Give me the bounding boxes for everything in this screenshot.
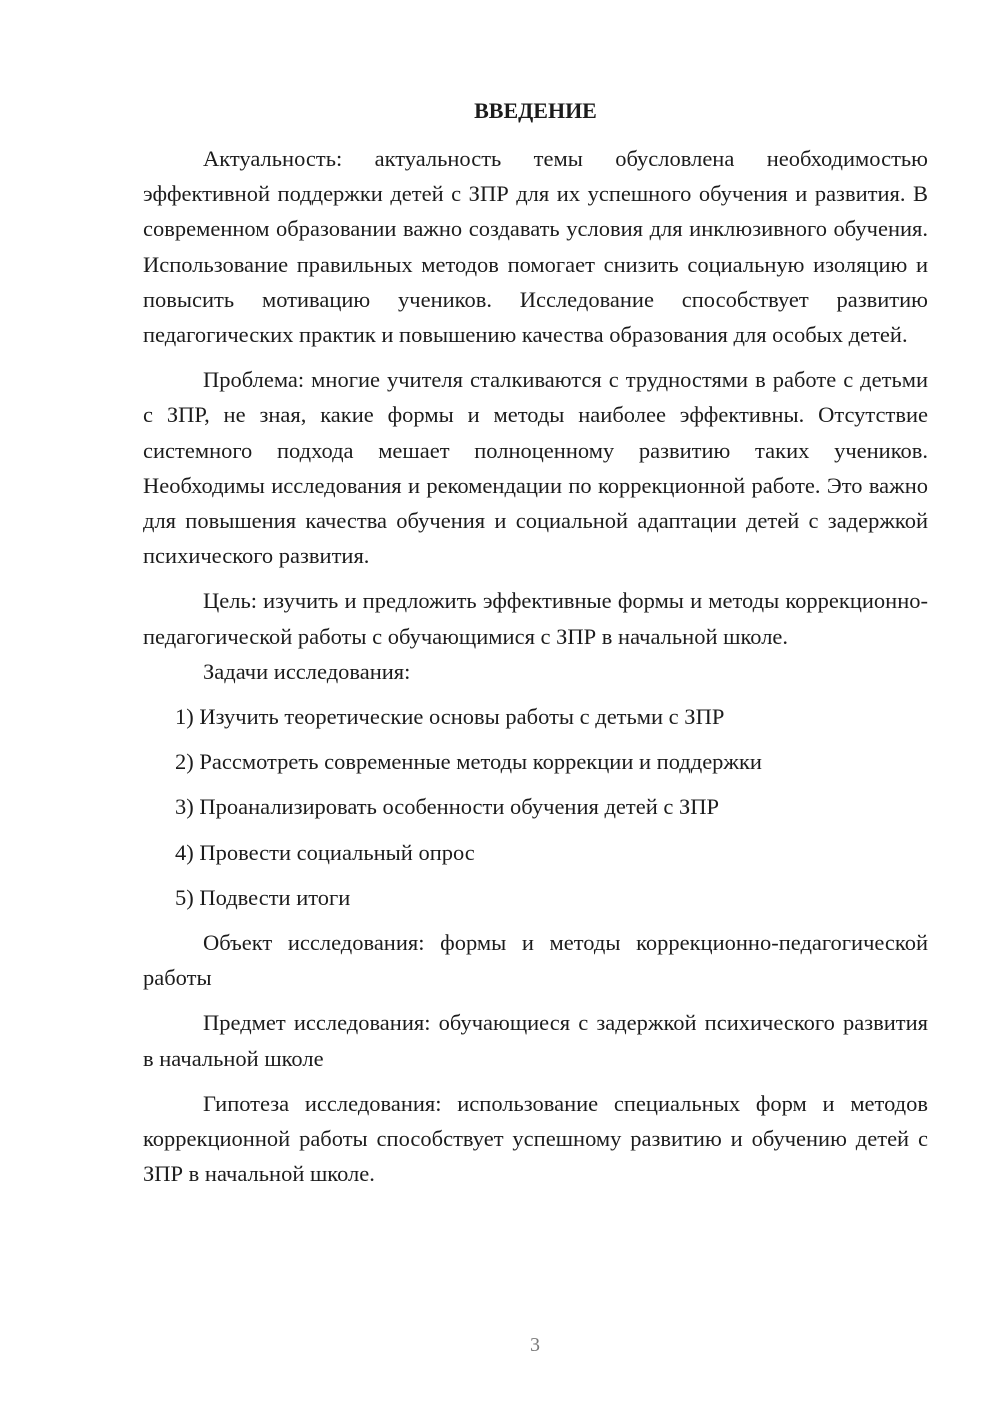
relevance-paragraph: Актуальность: актуальность темы обусловлена необходимостью эффективной поддержки детей с ЗПР для их успешного обучения и развития. В современном образовании важно создавать условия для инклюзивного обучения. Использование правильных методов помогает снизить социальную изоляцию и повысить мотивацию учеников. Исследование способствует развитию педагогических практик и повышению качества образования для особых детей. xyxy=(143,146,928,348)
task-item-1: 1) Изучить теоретические основы работы с детьми с ЗПР xyxy=(175,704,725,730)
task-item-2: 2) Рассмотреть современные методы коррекции и поддержки xyxy=(175,749,762,775)
task-item-3: 3) Проанализировать особенности обучения детей с ЗПР xyxy=(175,794,720,820)
page-title: ВВЕДЕНИЕ xyxy=(474,98,597,123)
object-paragraph: Объект исследования: формы и методы коррекционно-педагогической работы xyxy=(143,930,928,991)
tasks-heading: Задачи исследования: xyxy=(203,658,411,684)
page-content xyxy=(143,96,928,1191)
goal-paragraph: Цель: изучить и предложить эффективные формы и методы коррекционно-педагогической работы с обучающимися с ЗПР в начальной школе. xyxy=(143,588,928,649)
subject-paragraph: Предмет исследования: обучающиеся с задержкой психического развития в начальной школе xyxy=(143,1010,928,1071)
hypothesis-paragraph: Гипотеза исследования: использование специальных форм и методов коррекционной работы способствует успешному развитию и обучению детей с ЗПР в начальной школе. xyxy=(143,1090,928,1187)
page-number: 3 xyxy=(530,1334,540,1356)
task-item-5: 5) Подвести итоги xyxy=(175,884,351,910)
task-item-4: 4) Провести социальный опрос xyxy=(175,839,475,865)
problem-paragraph: Проблема: многие учителя сталкиваются с трудностями в работе с детьми с ЗПР, не зная, какие формы и методы наиболее эффективны. Отсутствие системного подхода мешает полноценному развитию таких учеников. Необходимы исследования и рекомендации по коррекционной работе. Это важно для повышения качества обучения и социальной адаптации детей с задержкой психического развития. xyxy=(143,367,928,569)
task-list xyxy=(143,699,928,915)
